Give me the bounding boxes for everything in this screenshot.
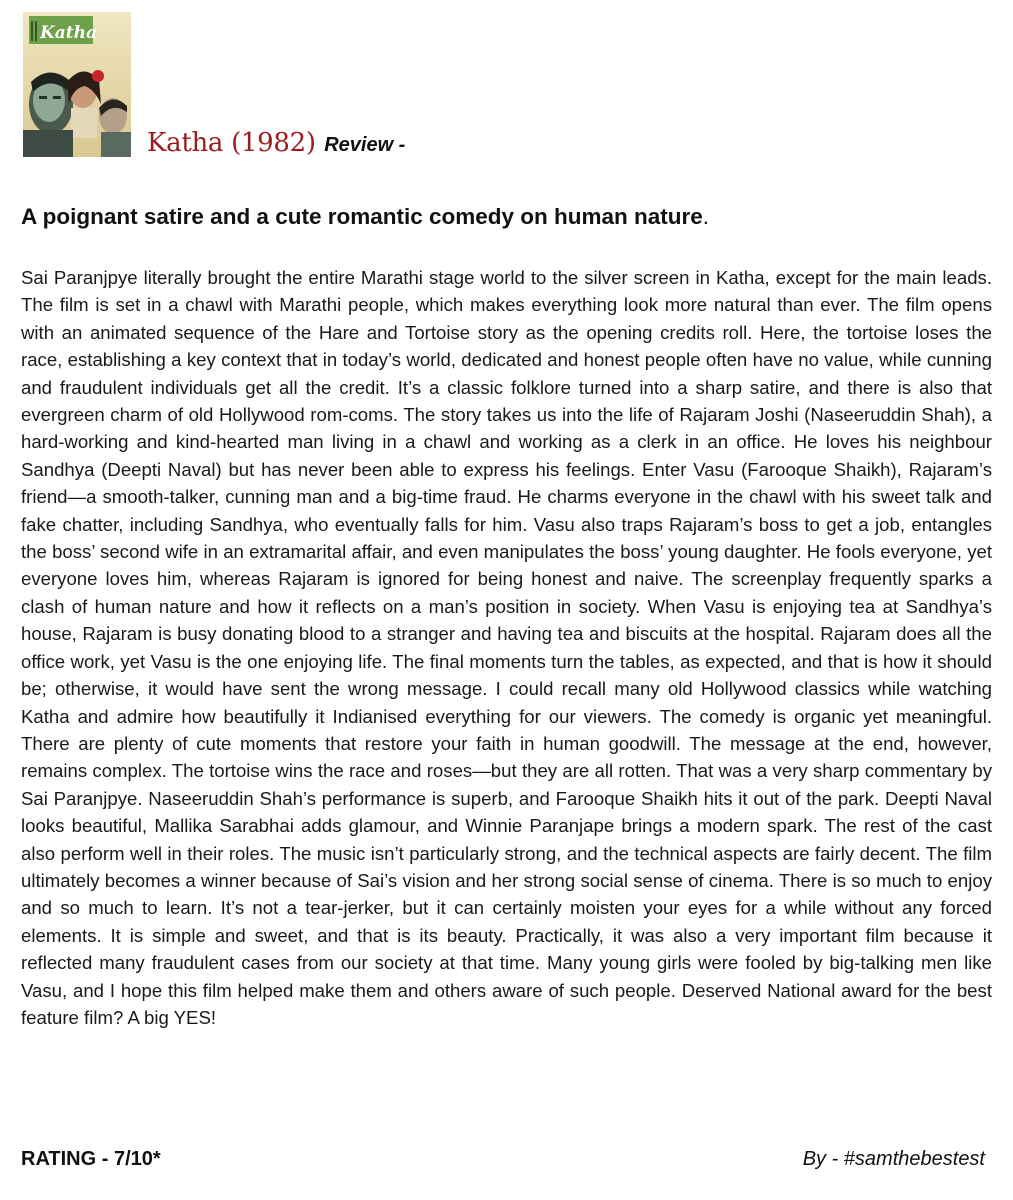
headline-text: A poignant satire and a cute romantic comedy on human nature xyxy=(21,204,703,229)
movie-poster-image xyxy=(23,12,131,157)
review-body: Sai Paranjpye literally brought the entire Marathi stage world to the silver screen in Katha, except for the main leads. The film is set in a chawl with Marathi people, which makes everything look more natural than ever. The film opens with an animated sequence of the Hare and Tortoise story as the opening credits roll. Here, the tortoise loses the race, establishing a key context that in today’s world, dedicated and honest people often have no value, while cunning and fraudulent individuals get all the credit. It’s a classic folklore turned into a sharp satire, and there is also that evergreen charm of old Hollywood rom-coms. The story takes us into the life of Rajaram Joshi (Naseeruddin Shah), a hard-working and kind-hearted man living in a chawl and working as a clerk in an office. He loves his neighbour Sandhya (Deepti Naval) but has never been able to express his feelings. Enter Vasu (Farooque Shaikh), Rajaram’s friend—a smooth-talker, cunning man and a big-time fraud. He charms everyone in the chawl with his sweet talk and fake chatter, including Sandhya, who eventually falls for him. Vasu also traps Rajaram’s boss to get a job, entangles the boss’ second wife in an extramarital affair, and even manipulates the boss’ young daughter. He fools everyone, yet everyone loves him, whereas Rajaram is ignored for being honest and naive. The screenplay frequently sparks a clash of human nature and how it reflects on a man’s position in society. When Vasu is enjoying tea at Sandhya’s house, Rajaram is busy donating blood to a stranger and having tea and biscuits at the hospital. Rajaram does all the office work, yet Vasu is the one enjoying life. The final moments turn the tables, as expected, and that is how it should be; otherwise, it would have sent the wrong message. I could recall many old Hollywood classics while watching Katha and admire how beautifully it Indianised everything for our viewers. The comedy is organic yet meaningful. There are plenty of cute moments that restore your faith in human goodwill. The message at the end, however, remains complex. The tortoise wins the race and roses—but they are all rotten. That was a very sharp commentary by Sai Paranjpye. Naseeruddin Shah’s performance is superb, and Farooque Shaikh hits it out of the park. Deepti Naval looks beautiful, Mallika Sarabhai adds glamour, and Winnie Paranjape brings a modern spark. The rest of the cast also perform well in their roles. The music isn’t particularly strong, and the technical aspects are fairly decent. The film ultimately becomes a winner because of Sai’s vision and her strong social sense of cinema. There is so much to enjoy and so much to learn. It’s not a tear-jerker, but it can certainly moisten your eyes for a while without any forced elements. It is simple and sweet, and that is its beauty. Practically, it was also a very important film because it reflected many fraudulent cases from our society at that time. Many young girls were fooled by big-talking men like Vasu, and I hope this film helped make them and others aware of such people. Deserved National award for the best feature film? A big YES! xyxy=(21,267,992,1028)
author-byline: By - #samthebestest xyxy=(802,1148,985,1170)
review-label: Review - xyxy=(324,134,406,156)
rating-label: RATING - 7/10* xyxy=(21,1148,161,1170)
headline-period: . xyxy=(702,204,710,229)
review-headline xyxy=(21,204,709,230)
review-title-line xyxy=(147,128,405,158)
film-title: Katha (1982) xyxy=(147,128,316,158)
poster-logo-text: Katha xyxy=(40,23,98,43)
